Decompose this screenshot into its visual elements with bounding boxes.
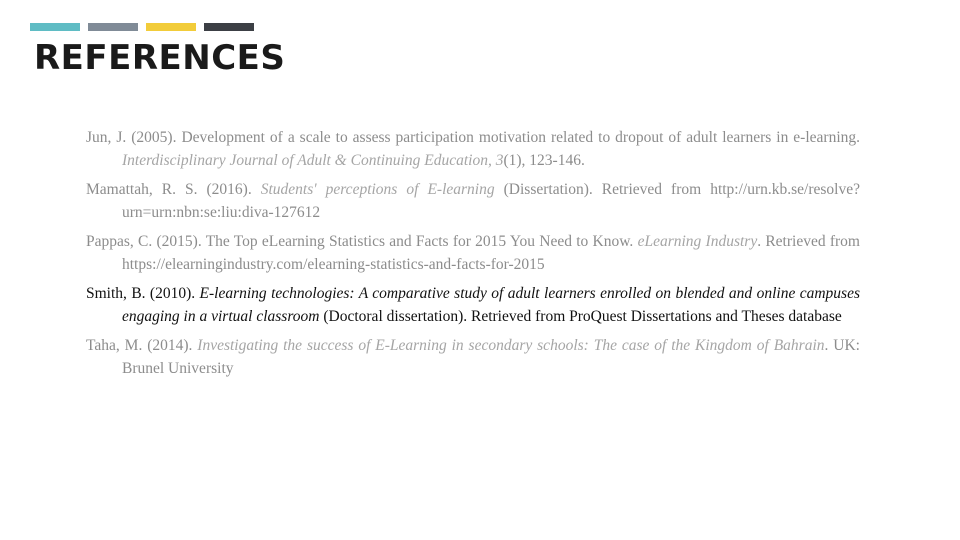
reference-source: Investigating the success of E-Learning in secondary schools: The case of the Kingdom of Bahrain xyxy=(197,337,825,354)
accent-bar-gray xyxy=(88,23,138,31)
reference-details: (Dissertation). Retrieved from http://urn.kb.se/resolve?urn=urn:nbn:se:liu:diva-127612 xyxy=(122,181,860,221)
reference-text: Mamattah, R. S. (2016). xyxy=(86,181,261,198)
reference-item-pappas xyxy=(86,230,860,276)
reference-text: Smith, B. (2010). xyxy=(86,285,200,302)
reference-item-mamattah xyxy=(86,178,860,224)
reference-item-taha xyxy=(86,334,860,380)
reference-item-smith xyxy=(86,282,860,328)
reference-text: Taha, M. (2014). xyxy=(86,337,198,354)
slide-title: REFERENCES xyxy=(34,38,286,78)
reference-details: (1), 123-146. xyxy=(503,152,585,169)
accent-bars xyxy=(30,23,254,31)
accent-bar-dark xyxy=(204,23,254,31)
reference-source: Students' perceptions of E-learning xyxy=(260,181,495,198)
accent-bar-yellow xyxy=(146,23,196,31)
reference-details: . Retrieved from https://elearningindustry.com/elearning-statistics-and-facts-for-2015 xyxy=(122,233,860,273)
reference-text: Jun, J. (2005). Development of a scale to assess participation motivation related to dropout of adult learners in e-learning. xyxy=(86,129,860,146)
reference-source: E-learning technologies: A comparative study of adult learners enrolled on blended and online campuses engaging in a virtual classroom xyxy=(122,285,860,325)
reference-text: Pappas, C. (2015). The Top eLearning Statistics and Facts for 2015 You Need to Know. xyxy=(86,233,638,250)
reference-details: . UK: Brunel University xyxy=(122,337,860,377)
reference-source: eLearning Industry xyxy=(637,233,758,250)
reference-list xyxy=(86,126,860,386)
accent-bar-teal xyxy=(30,23,80,31)
reference-source: Interdisciplinary Journal of Adult & Continuing Education, 3 xyxy=(122,152,504,169)
reference-details: (Doctoral dissertation). Retrieved from ProQuest Dissertations and Theses database xyxy=(319,308,842,325)
reference-item-jun xyxy=(86,126,860,172)
